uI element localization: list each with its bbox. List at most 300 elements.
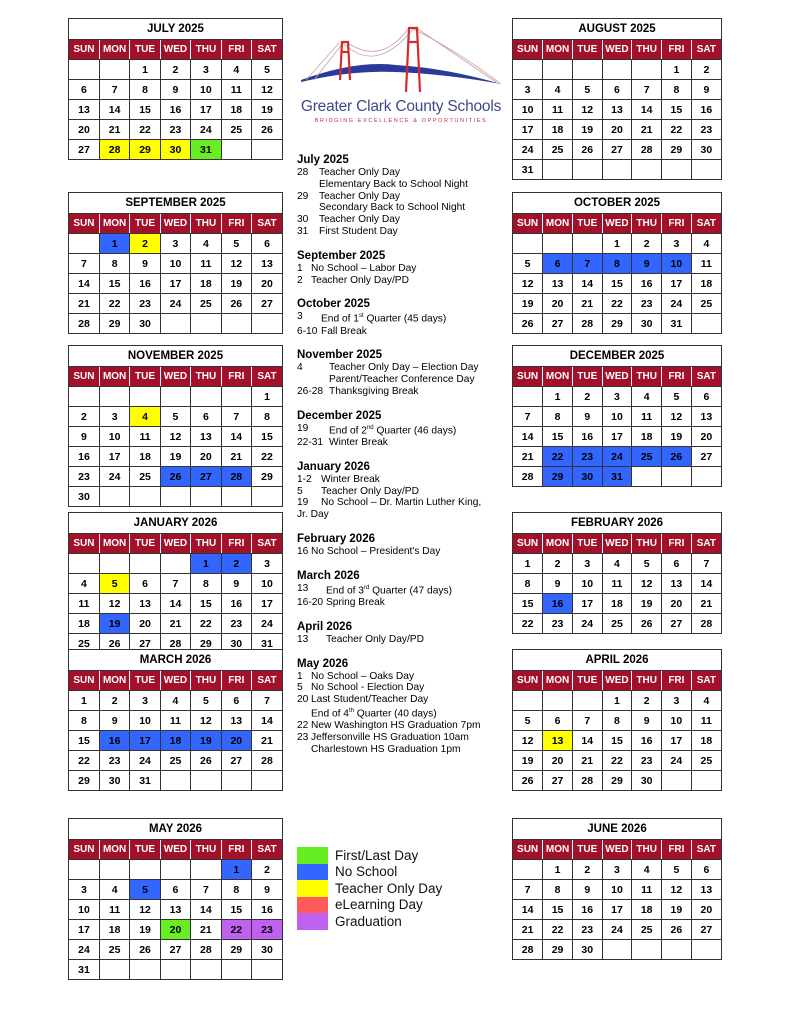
event-item [297,597,507,609]
week-row [69,940,282,960]
day-cell: 6 [662,554,692,574]
event-item [297,179,507,191]
empty-cell [99,554,129,574]
weekday-label: THU [632,840,662,860]
day-cell: 3 [602,860,632,880]
day-cell: 22 [513,614,543,634]
day-cell: 13 [191,427,221,447]
weekday-label: SAT [691,40,721,60]
weekday-label: MON [543,367,573,387]
week-row [69,711,282,731]
weekday-label: WED [160,840,190,860]
week-row [513,860,721,880]
event-date: 20 [297,694,309,706]
empty-cell [632,160,662,180]
week-row [513,467,721,487]
day-cell: 13 [691,880,721,900]
day-cell: 30 [572,940,602,960]
calendar-may-2026 [68,818,283,980]
event-date: 22 [297,720,309,732]
event-item [297,386,507,398]
week-row [513,140,721,160]
day-cell: 11 [602,574,632,594]
important-dates-list [297,153,507,755]
event-group [297,620,507,646]
empty-cell [572,234,602,254]
day-cell: 21 [99,120,129,140]
day-cell: 16 [572,900,602,920]
weekday-label: WED [160,534,190,554]
day-cell: 22 [252,447,282,467]
day-cell: 20 [543,751,573,771]
day-cell: 25 [99,940,129,960]
event-date: 16 [297,545,309,557]
weekday-label: THU [632,671,662,691]
calendar-grid [69,367,282,506]
weekday-label: TUE [572,214,602,234]
weekday-label: SAT [691,214,721,234]
empty-cell [69,554,99,574]
day-cell: 20 [602,120,632,140]
day-cell: 12 [632,574,662,594]
day-cell: 24 [662,751,692,771]
day-cell: 14 [513,427,543,447]
weekday-header-row [69,671,282,691]
day-cell-noschool: 18 [160,731,190,751]
weekday-label: TUE [130,367,160,387]
event-description: Thanksgiving Break [329,385,419,397]
empty-cell [632,467,662,487]
day-cell: 3 [130,691,160,711]
weekday-label: THU [632,367,662,387]
event-description: First Student Day [319,225,398,237]
calendar-title: JANUARY 2026 [69,513,282,534]
week-row [69,554,282,574]
day-cell: 9 [572,407,602,427]
week-row [69,427,282,447]
day-cell: 15 [543,427,573,447]
weekday-label: FRI [221,367,251,387]
day-cell: 23 [221,614,251,634]
empty-cell [221,314,251,334]
empty-cell [691,467,721,487]
day-cell: 19 [632,594,662,614]
event-item [297,167,507,179]
empty-cell [99,60,129,80]
event-date: 2 [297,274,303,286]
week-row [513,447,721,467]
day-cell: 20 [543,294,573,314]
day-cell: 11 [99,900,129,920]
day-cell: 12 [662,880,692,900]
day-cell-noschool: 19 [99,614,129,634]
day-cell-noschool: 1 [191,554,221,574]
day-cell: 23 [543,614,573,634]
day-cell: 6 [252,234,282,254]
day-cell: 27 [543,314,573,334]
event-group [297,297,507,337]
day-cell: 4 [543,80,573,100]
day-cell: 25 [160,751,190,771]
event-description: Teacher Only Day – Election Day [329,362,479,374]
week-row [513,427,721,447]
weekday-header-row [69,40,282,60]
day-cell: 16 [691,100,721,120]
week-row [513,254,721,274]
calendar-grid [69,671,282,790]
day-cell: 18 [130,447,160,467]
calendar-title: SEPTEMBER 2025 [69,193,282,214]
event-description: End of 3rd Quarter (47 days) [326,584,452,597]
day-cell: 22 [99,294,129,314]
day-cell: 22 [662,120,692,140]
day-cell-noschool: 30 [572,467,602,487]
event-date: 5 [297,485,303,497]
day-cell: 10 [602,880,632,900]
day-cell: 12 [99,594,129,614]
day-cell: 23 [632,751,662,771]
day-cell: 5 [632,554,662,574]
day-cell: 20 [691,427,721,447]
day-cell: 2 [572,387,602,407]
legend-item [297,864,442,881]
day-cell: 5 [160,407,190,427]
day-cell-noschool: 16 [99,731,129,751]
day-cell: 16 [160,100,190,120]
calendar-title: FEBRUARY 2026 [513,513,721,534]
day-cell: 2 [572,860,602,880]
calendar-title: JUNE 2026 [513,819,721,840]
event-item [297,191,507,203]
day-cell-teacher: 4 [130,407,160,427]
week-row [69,614,282,634]
day-cell: 3 [99,407,129,427]
day-cell: 11 [191,254,221,274]
event-item [297,474,507,486]
week-row [69,860,282,880]
day-cell: 14 [191,900,221,920]
event-item [297,423,507,437]
weekday-label: MON [543,840,573,860]
weekday-header-row [513,367,721,387]
empty-cell [191,387,221,407]
legend-item [297,880,442,897]
event-group [297,460,507,521]
empty-cell [252,487,282,507]
day-cell: 2 [99,691,129,711]
weekday-label: MON [543,671,573,691]
day-cell: 17 [602,900,632,920]
empty-cell [543,234,573,254]
day-cell: 19 [572,120,602,140]
day-cell: 16 [252,900,282,920]
weekday-label: WED [602,214,632,234]
week-row [513,387,721,407]
day-cell: 13 [662,574,692,594]
day-cell: 5 [252,60,282,80]
calendar-title: MAY 2026 [69,819,282,840]
day-cell: 18 [191,274,221,294]
week-row [69,487,282,507]
empty-cell [602,160,632,180]
day-cell: 18 [221,100,251,120]
day-cell: 26 [252,120,282,140]
day-cell: 25 [130,467,160,487]
day-cell: 19 [513,294,543,314]
event-description: Teacher Only Day [319,190,400,202]
empty-cell [632,940,662,960]
day-cell: 6 [602,80,632,100]
empty-cell [513,691,543,711]
day-cell-noschool: 6 [543,254,573,274]
day-cell-teacher: 5 [99,574,129,594]
weekday-label: WED [602,40,632,60]
day-cell: 7 [99,80,129,100]
day-cell: 10 [513,100,543,120]
empty-cell [191,487,221,507]
day-cell: 21 [572,294,602,314]
event-description [329,509,507,521]
day-cell: 19 [513,751,543,771]
day-cell: 5 [662,860,692,880]
day-cell: 15 [252,427,282,447]
day-cell-grad: 23 [252,920,282,940]
color-legend [297,847,442,930]
day-cell: 17 [252,594,282,614]
day-cell: 18 [69,614,99,634]
day-cell: 15 [221,900,251,920]
empty-cell [691,771,721,791]
empty-cell [130,387,160,407]
event-item [297,583,507,597]
day-cell: 9 [543,574,573,594]
weekday-header-row [69,840,282,860]
empty-cell [513,234,543,254]
event-description: No School – Labor Day [311,262,417,274]
empty-cell [191,860,221,880]
week-row [513,100,721,120]
empty-cell [632,60,662,80]
event-date: 22-31 [297,436,324,448]
day-cell: 14 [99,100,129,120]
weekday-label: TUE [130,671,160,691]
week-row [69,407,282,427]
empty-cell [602,60,632,80]
calendar-title: DECEMBER 2025 [513,346,721,367]
day-cell: 13 [543,274,573,294]
day-cell: 24 [662,294,692,314]
day-cell: 2 [632,691,662,711]
day-cell: 20 [130,614,160,634]
day-cell: 31 [130,771,160,791]
weekday-label: TUE [130,214,160,234]
day-cell: 9 [632,711,662,731]
day-cell: 16 [221,594,251,614]
day-cell: 1 [543,860,573,880]
day-cell: 12 [160,427,190,447]
day-cell: 23 [99,751,129,771]
calendar-june-2026 [512,818,722,960]
empty-cell [662,160,692,180]
day-cell: 23 [160,120,190,140]
event-item [297,744,507,756]
weekday-label: SAT [252,367,282,387]
event-item [297,263,507,275]
day-cell: 19 [160,447,190,467]
bridge-icon [296,20,506,100]
day-cell: 23 [632,294,662,314]
event-month-heading: July 2025 [297,154,349,166]
event-date: 30 [297,214,309,226]
day-cell: 5 [221,234,251,254]
empty-cell [160,771,190,791]
day-cell: 18 [543,120,573,140]
day-cell: 19 [221,274,251,294]
calendar-september-2025 [68,192,283,334]
day-cell: 2 [691,60,721,80]
event-item [297,671,507,683]
day-cell: 21 [69,294,99,314]
day-cell: 14 [572,731,602,751]
weekday-label: TUE [572,40,602,60]
day-cell: 17 [602,427,632,447]
event-item [297,682,507,694]
weekday-label: SUN [513,214,543,234]
day-cell-teacher: 2 [130,234,160,254]
day-cell: 20 [69,120,99,140]
weekday-label: SUN [69,367,99,387]
event-description: End of 4th Quarter (40 days) [311,707,437,720]
day-cell: 27 [602,140,632,160]
calendar-grid [69,840,282,979]
day-cell-first: 20 [160,920,190,940]
event-group [297,657,507,756]
week-row [69,960,282,980]
event-description: End of 1st Quarter (45 days) [321,313,447,325]
empty-cell [130,860,160,880]
weekday-label: SAT [252,40,282,60]
empty-cell [99,487,129,507]
day-cell: 21 [513,920,543,940]
week-row [513,60,721,80]
event-month-heading: April 2026 [297,620,352,633]
weekday-label: FRI [221,40,251,60]
event-month-heading: March 2026 [297,569,360,582]
day-cell: 17 [99,447,129,467]
day-cell: 7 [691,554,721,574]
weekday-label: TUE [130,840,160,860]
weekday-label: MON [99,367,129,387]
weekday-label: SUN [513,840,543,860]
week-row [69,294,282,314]
day-cell: 22 [69,751,99,771]
week-row [69,140,282,160]
day-cell: 27 [252,294,282,314]
empty-cell [69,234,99,254]
day-cell: 29 [602,314,632,334]
calendar-title: AUGUST 2025 [513,19,721,40]
weekday-label: FRI [221,671,251,691]
day-cell: 5 [191,691,221,711]
day-cell-noschool: 22 [543,447,573,467]
day-cell: 25 [691,751,721,771]
day-cell: 16 [69,447,99,467]
empty-cell [160,554,190,574]
weekday-label: TUE [572,534,602,554]
day-cell: 9 [252,880,282,900]
day-cell: 10 [69,900,99,920]
day-cell-grad: 22 [221,920,251,940]
day-cell: 10 [662,711,692,731]
day-cell: 23 [130,294,160,314]
day-cell: 21 [160,614,190,634]
event-description: Elementary Back to School Night [319,178,468,190]
day-cell: 6 [543,711,573,731]
day-cell: 29 [191,634,221,654]
day-cell: 7 [252,691,282,711]
day-cell: 4 [99,880,129,900]
day-cell: 9 [691,80,721,100]
day-cell: 17 [69,920,99,940]
event-description: No School - Election Day [311,682,425,694]
legend-label: eLearning Day [335,897,423,913]
week-row [69,274,282,294]
empty-cell [662,940,692,960]
week-row [69,234,282,254]
event-description: Spring Break [326,596,385,608]
event-group [297,532,507,558]
event-month-heading: January 2026 [297,460,370,473]
weekday-label: SAT [691,367,721,387]
empty-cell [252,771,282,791]
day-cell: 3 [513,80,543,100]
calendar-grid [513,214,721,333]
day-cell-noschool: 31 [602,467,632,487]
day-cell: 11 [691,254,721,274]
event-description: Fall Break [321,325,367,337]
weekday-label: WED [602,671,632,691]
event-description: New Washington HS Graduation 7pm [311,720,481,732]
day-cell: 20 [191,447,221,467]
empty-cell [513,387,543,407]
day-cell: 26 [221,294,251,314]
day-cell: 6 [191,407,221,427]
empty-cell [662,467,692,487]
event-item [297,706,507,720]
day-cell: 8 [191,574,221,594]
day-cell-noschool: 16 [543,594,573,614]
day-cell: 4 [602,554,632,574]
weekday-label: TUE [130,40,160,60]
day-cell: 21 [691,594,721,614]
day-cell: 4 [160,691,190,711]
day-cell: 11 [221,80,251,100]
event-description: Jeffersonville HS Graduation 10am [311,731,469,743]
day-cell: 3 [662,691,692,711]
day-cell: 6 [691,860,721,880]
day-cell: 18 [602,594,632,614]
day-cell: 16 [632,731,662,751]
legend-swatch [297,864,328,881]
day-cell: 29 [69,771,99,791]
event-description: Teacher Only Day/PD [326,633,424,645]
weekday-label: FRI [662,214,692,234]
weekday-header-row [513,840,721,860]
day-cell: 11 [691,711,721,731]
weekday-label: SUN [69,40,99,60]
event-group [297,409,507,449]
event-description: Teacher Only Day [319,214,400,226]
